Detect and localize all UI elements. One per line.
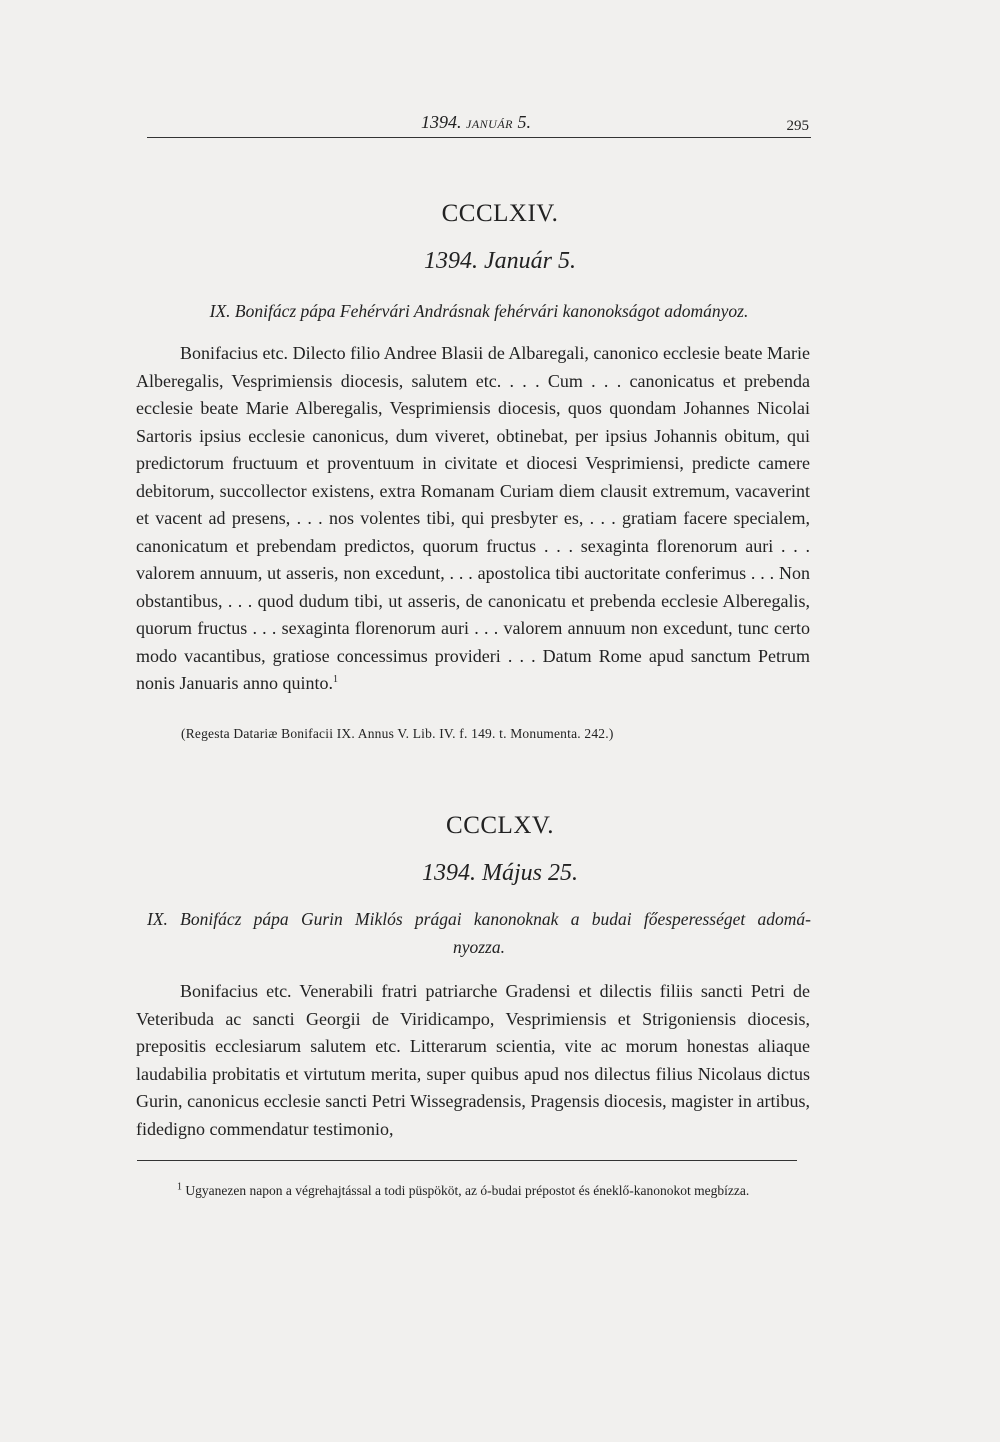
document-body: Bonifacius etc. Venerabili fratri patriarche Gradensi et dilectis filiis sancti Petri de Veteribuda ac sancti Georgii de Viridicampo, Vesprimiensis et Strigoniensis diocesis, prepositis ecclesiarum salutem etc. Litterarum scientia, vite ac morum honestas aliaque laudabilia probitatis et virtutum merita, super quibus apud nos dilectus filius Nicolaus dictus Gurin, canonicus ecclesie sancti Petri Wissegradensis, Pragensis diocesis, magister in artibus, fidedigno commendatur testimonio, [136, 981, 810, 1139]
source-citation: (Regesta Datariæ Bonifacii IX. Annus V. Lib. IV. f. 149. t. Monumenta. 242.) [181, 726, 614, 741]
running-header [147, 106, 811, 142]
header-month: JANUÁR [466, 117, 513, 131]
footnote-rule [137, 1160, 797, 1161]
header-day: 5. [517, 112, 531, 132]
running-title [417, 112, 535, 133]
document-number: CCCLXV. [446, 812, 554, 839]
document-summary-line: IX. Bonifácz pápa Gurin Miklós prágai kanonoknak a budai főesperességet adomá- [147, 909, 811, 929]
header-rule [147, 137, 811, 138]
footnote-text: Ugyanezen napon a végrehajtással a todi püspököt, az ó-budai prépostot és éneklő-kanonokot megbízza. [185, 1183, 750, 1198]
document-number: CCCLXIV. [441, 200, 559, 227]
document-body [136, 340, 810, 698]
document-date: 1394. Május 25. [422, 860, 578, 886]
footnote-reference: 1 [332, 674, 338, 685]
document-summary-line: nyozza. [452, 937, 505, 957]
document-body-text: Bonifacius etc. Dilecto filio Andree Blasii de Albaregali, canonico ecclesie beate Marie Alberegalis, Vesprimiensis diocesis, salutem etc. . . . Cum . . . canonicatus et prebenda ecclesie beate Marie Alberegalis, Vesprimiensis diocesis, quos quondam Johannes Nicolai Sartoris ipsius ecclesie canonicus, dum viveret, obtinebat, per ipsius Johannis obitum, qui predictorum fructuum et proventuum in civitate et diocesi Vesprimiensi, predicte camere debitorum, succollector existens, extra Romanam Curiam diem clausit extremum, vacaverint et vacent ad presens, . . . nos volentes tibi, qui presbyter es, . . . gratiam facere specialem, canonicatum et prebendam predictos, quorum fructus . . . sexaginta florenorum auri . . . valorem annuum, ut asseris, non excedunt, . . . apostolica tibi auctoritate conferimus . . . Non obstantibus, . . . quod dudum tibi, ut asseris, de canonicatu et prebenda ecclesie Alberegalis, quorum fructus . . . sexaginta florenorum auri . . . valorem annuum non excedunt, tunc certo modo vacantibus, gratiose concessimus provideri . . . Datum Rome apud sanctum Petrum nonis Januaris anno quinto. [136, 343, 810, 693]
footnote [137, 1181, 797, 1201]
footnote-mark: 1 [177, 1181, 182, 1193]
document-summary: IX. Bonifácz pápa Fehérvári Andrásnak fehérvári kanonokságot adományoz. [209, 301, 749, 321]
header-year: 1394. [421, 112, 462, 132]
document-date: 1394. Január 5. [424, 248, 576, 274]
document-summary [147, 905, 811, 961]
page-number: 295 [783, 118, 810, 135]
